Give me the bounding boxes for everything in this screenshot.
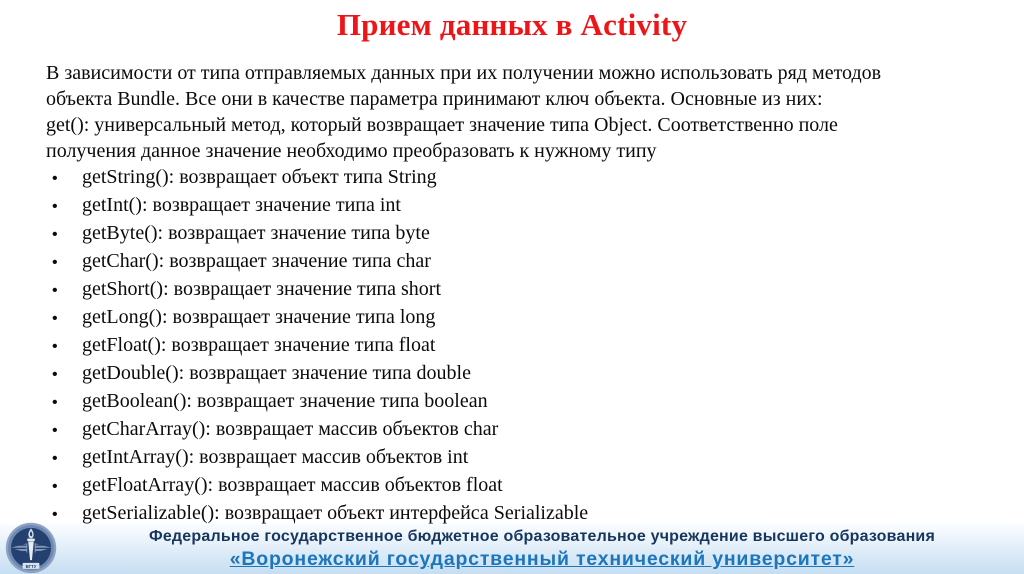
slide-title: Прием данных в Activity <box>336 7 688 42</box>
vstu-logo-icon <box>3 518 59 574</box>
bullet-marker: • <box>52 226 58 243</box>
list-item <box>46 388 1004 416</box>
bullet-marker: • <box>52 198 58 215</box>
footer-banner <box>0 524 1024 574</box>
list-item <box>46 164 1004 192</box>
list-item-text: getBoolean(): возвращает значение типа boolean <box>82 390 488 412</box>
bullet-marker: • <box>52 478 58 495</box>
list-item-text: getByte(): возвращает значение типа byte <box>82 222 430 244</box>
bullet-marker: • <box>52 338 58 355</box>
list-item-text: getSerializable(): возвращает объект интерфейса Serializable <box>82 502 589 524</box>
bullet-marker: • <box>52 366 58 383</box>
list-item-text: getDouble(): возвращает значение типа double <box>82 362 471 384</box>
list-item-text: getFloatArray(): возвращает массив объектов float <box>82 474 503 496</box>
paragraph-line: объекта Bundle. Все они в качестве параметра принимают ключ объекта. Основные из них: <box>46 88 823 110</box>
list-item <box>46 444 1004 472</box>
list-item <box>46 472 1004 500</box>
bullet-marker: • <box>52 450 58 467</box>
bullet-marker: • <box>52 422 58 439</box>
list-item <box>46 248 1004 276</box>
bullet-marker: • <box>52 310 58 327</box>
list-item <box>46 192 1004 220</box>
paragraph-line: get(): универсальный метод, который возвращает значение типа Object. Соответственно поле <box>46 114 838 136</box>
list-item <box>46 360 1004 388</box>
bullet-marker: • <box>52 254 58 271</box>
list-item-text: getIntArray(): возвращает массив объектов int <box>82 446 469 468</box>
list-item-text: getFloat(): возвращает значение типа float <box>82 334 436 356</box>
list-item <box>46 416 1004 444</box>
list-item-text: getLong(): возвращает значение типа long <box>82 306 436 328</box>
footer-university-name[interactable]: «Воронежский государственный технический университет» <box>229 548 855 570</box>
list-item <box>46 332 1004 360</box>
logo-text: ВГТУ <box>25 563 37 569</box>
list-item-text: getChar(): возвращает значение типа char <box>82 250 431 272</box>
bullet-marker: • <box>52 282 58 299</box>
footer-text-block <box>70 524 1014 574</box>
list-item-text: getInt(): возвращает значение типа int <box>82 194 401 216</box>
list-item <box>46 304 1004 332</box>
list-item <box>46 276 1004 304</box>
footer-institution-text: Федеральное государственное бюджетное образовательное учреждение высшего образования <box>148 528 936 545</box>
list-item-text: getString(): возвращает объект типа String <box>82 166 437 188</box>
paragraph-line: получения данное значение необходимо преобразовать к нужному типу <box>46 140 657 162</box>
paragraph-line: В зависимости от типа отправляемых данных при их получении можно использовать ряд методов <box>46 62 882 84</box>
bullet-marker: • <box>52 394 58 411</box>
list-item-text: getShort(): возвращает значение типа short <box>82 278 441 300</box>
bullet-marker: • <box>52 170 58 187</box>
list-item <box>46 220 1004 248</box>
list-item-text: getCharArray(): возвращает массив объектов char <box>82 418 499 440</box>
slide-body <box>46 60 1004 528</box>
bullet-marker: • <box>52 506 58 523</box>
